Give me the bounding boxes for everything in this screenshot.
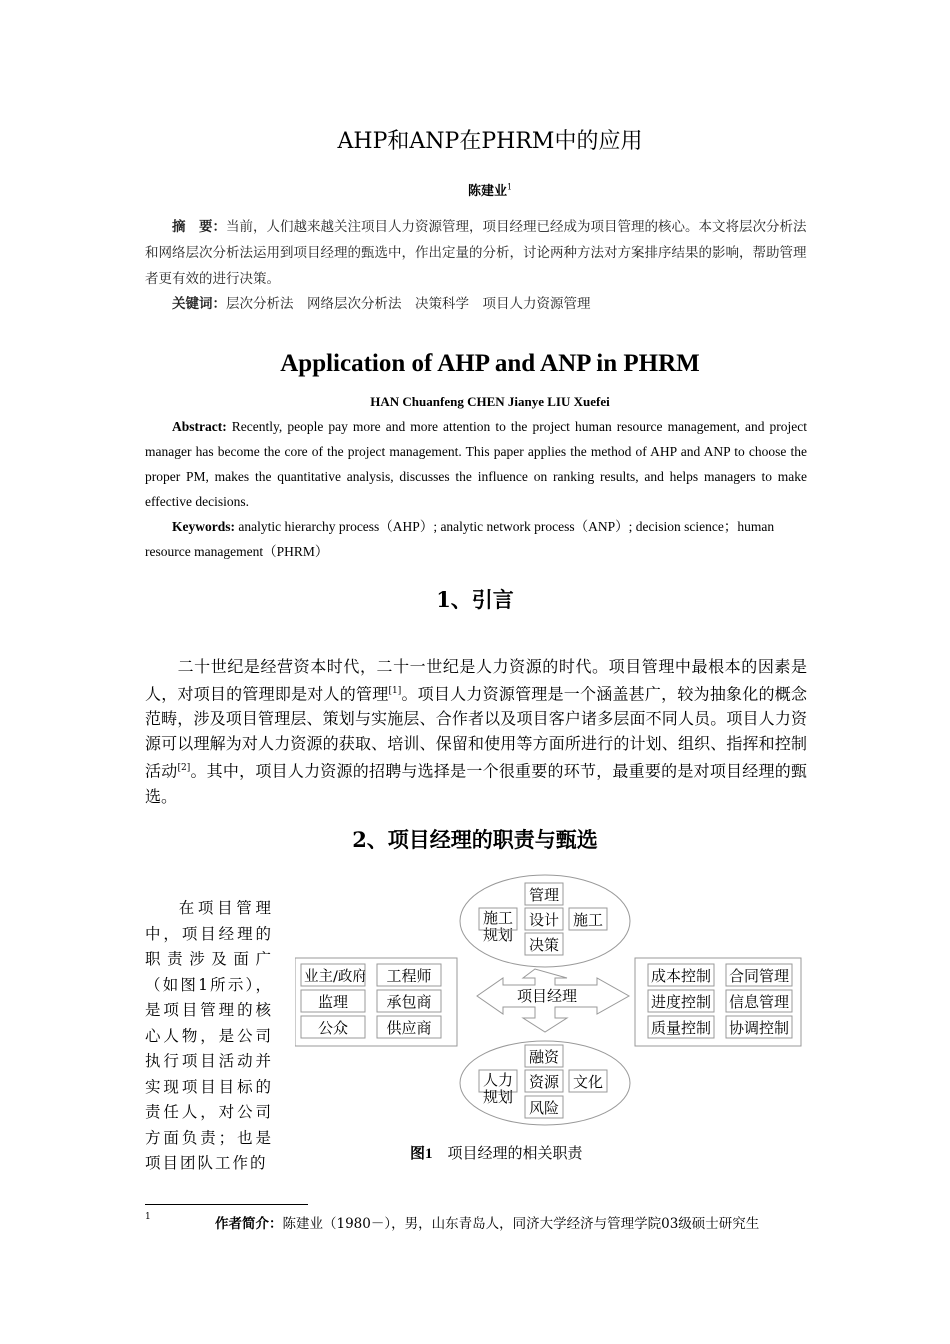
author-cn [0, 180, 950, 199]
paper-title-cn: AHP和ANP在PHRM中的应用 [337, 129, 643, 154]
figure-caption-number: 图1 [410, 1146, 433, 1162]
keywords-en [145, 514, 807, 564]
footnote-text [215, 1212, 759, 1232]
footnote-rule [145, 1204, 308, 1205]
abstract-en-text: Recently, people pay more and more attention to the project human resource management, and project manager has become the core of the project management. This paper applies the method of AHP and ANP to choose the proper PM, makes the quantitative analysis, discusses the influence on ranking results, and helps managers to make effective decisions. [145, 419, 807, 509]
box-label: 业主/政府 [304, 969, 367, 985]
para-text: 。其中，项目人力资源的招聘与选择是一个很重要的环节，最重要的是对项目经理的甄选。 [145, 761, 807, 806]
top-left-label-1: 施工 [482, 909, 514, 927]
figure-1-caption [410, 1142, 583, 1163]
top-left-label-2: 规划 [482, 926, 514, 944]
abstract-en [145, 414, 807, 514]
box-label: 协调控制 [728, 1019, 790, 1037]
author-footnote-mark: 1 [506, 182, 513, 192]
paper-title-en: Application of AHP and ANP in PHRM [280, 350, 700, 377]
section-1-paragraph [145, 654, 807, 809]
bottom-left-label-1: 人力 [482, 1071, 514, 1089]
box-label: 承包商 [386, 993, 432, 1011]
keyword-cn: 项目人力资源管理 [482, 296, 591, 312]
keyword-cn: 层次分析法 [226, 296, 294, 312]
box-label: 融资 [528, 1048, 560, 1066]
box-label: 供应商 [386, 1019, 432, 1037]
box-label: 监理 [317, 993, 349, 1011]
footnote-mark: 1 [145, 1212, 151, 1222]
box-label: 进度控制 [650, 993, 712, 1011]
section-1-heading: 1、引言 [436, 587, 514, 612]
box-label: 资源 [528, 1073, 560, 1091]
box-label: 合同管理 [728, 967, 790, 985]
keywords-en-label: Keywords: [172, 519, 235, 534]
para-text: 在项目管理中，项目经理的职责涉及面广（如图1所示），是项目管理的核心人物，是公司执行项目活动并实现项目目标的责任人，对公司方面负责；也是项目团队工作的 [145, 899, 273, 1172]
citation-ref[interactable]: [1] [388, 686, 402, 696]
author-cn-name: 陈建业 [467, 184, 507, 199]
box-label: 信息管理 [728, 993, 790, 1011]
box-label: 施工 [572, 911, 604, 929]
para-text: 二十世纪是经营资本时代，二十一世纪是人力资源的时代。项目管理中最根本的因素是人，对项目的管理即是对人的管理 [145, 657, 807, 704]
abstract-cn [145, 214, 807, 292]
box-label: 风险 [528, 1099, 560, 1117]
box-label: 设计 [528, 911, 560, 929]
keyword-cn: 网络层次分析法 [307, 296, 402, 312]
section-2-side-paragraph [145, 896, 273, 1177]
footnote-body: 陈建业（1980－），男，山东青岛人，同济大学经济与管理学院03级硕士研究生 [282, 1216, 760, 1232]
para-text: 。项目人力资源管理是一个涵盖甚广，较为抽象化的概念范畴，涉及项目管理层、策划与实施层、合作者以及项目客户诸多层面不同人员。项目人力资源可以理解为对人力资源的获取、培训、保留和使用等方面所进行的计划、组织、指挥和控制活动 [145, 684, 807, 781]
box-label: 工程师 [386, 967, 432, 985]
box-label: 决策 [528, 936, 560, 954]
box-label: 公众 [317, 1019, 349, 1037]
section-2-heading: 2、项目经理的职责与甄选 [352, 827, 598, 852]
figure-caption-text: 项目经理的相关职责 [447, 1144, 583, 1162]
abstract-cn-text: 当前，人们越来越关注项目人力资源管理，项目经理已经成为项目管理的核心。本文将层次分析法和网络层次分析法运用到项目经理的甄选中，作出定量的分析，讨论两种方法对方案排序结果的影响，帮助管理者更有效的进行决策。 [145, 219, 807, 287]
box-label: 文化 [572, 1073, 604, 1091]
box-label: 管理 [528, 886, 560, 904]
keywords-cn [172, 292, 591, 312]
abstract-en-label: Abstract: [172, 419, 227, 434]
box-label: 成本控制 [650, 967, 712, 985]
bottom-left-label-2: 规划 [482, 1088, 514, 1106]
abstract-cn-label: 摘 要： [172, 219, 226, 235]
figure-1-diagram [295, 872, 805, 1134]
keywords-en-text: analytic hierarchy process（AHP）; analytic network process（ANP）; decision science；human resource management（PHRM） [145, 519, 775, 559]
footnote-label: 作者简介： [215, 1216, 283, 1232]
keyword-cn: 决策科学 [415, 296, 469, 312]
keywords-cn-label: 关键词： [172, 296, 226, 312]
center-label: 项目经理 [516, 987, 578, 1005]
box-label: 质量控制 [650, 1019, 712, 1037]
citation-ref[interactable]: [2] [177, 763, 191, 774]
authors-en: HAN Chuanfeng CHEN Jianye LIU Xuefei [370, 394, 610, 409]
